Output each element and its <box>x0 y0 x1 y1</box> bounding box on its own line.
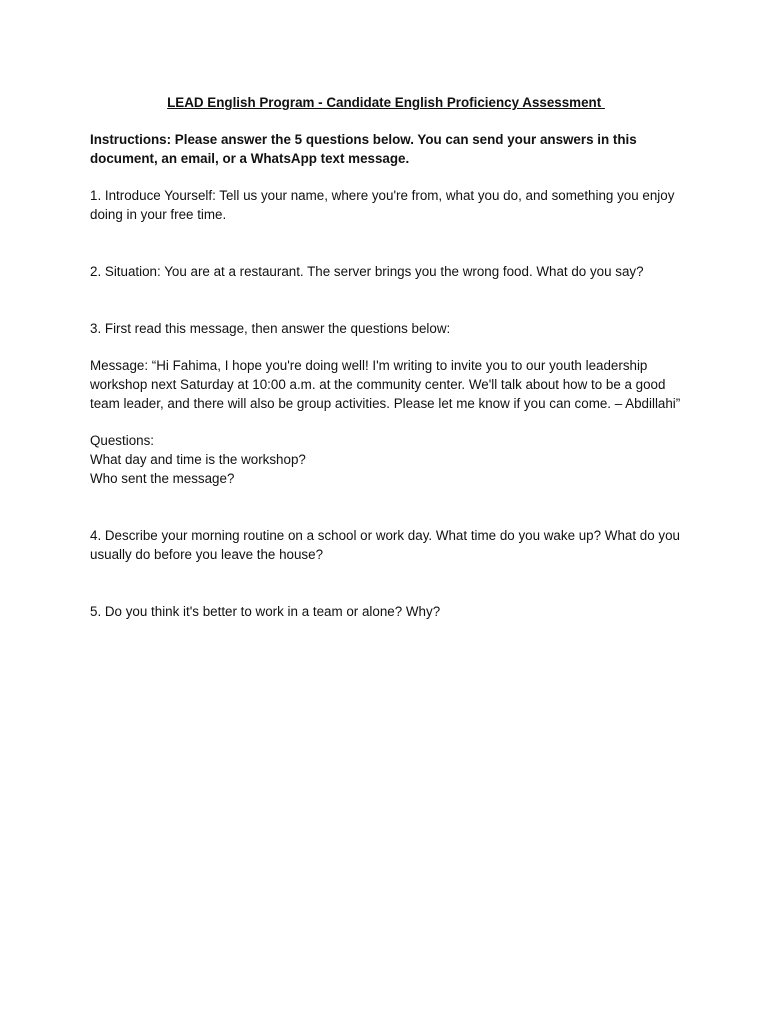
document-body <box>90 93 682 621</box>
question-1: 1. Introduce Yourself: Tell us your name, where you're from, what you do, and something you enjoy doing in your free time. <box>90 188 675 222</box>
question-3-sub-questions <box>90 431 682 488</box>
instructions-text: Instructions: Please answer the 5 questions below. You can send your answers in this document, an email, or a WhatsApp text message. <box>90 132 637 166</box>
invitation-message: Message: “Hi Fahima, I hope you're doing well! I'm writing to invite you to our youth leadership workshop next Saturday at 10:00 a.m. at the community center. We'll talk about how to be a good team leader, and there will also be group activities. Please let me know if you can come. – Abdillahi” <box>90 358 681 411</box>
sub-questions-heading: Questions: <box>90 433 155 448</box>
document-title: LEAD English Program - Candidate English Proficiency Assessment <box>167 95 605 110</box>
sub-question-1: What day and time is the workshop? <box>90 452 306 467</box>
question-4: 4. Describe your morning routine on a school or work day. What time do you wake up? What do you usually do before you leave the house? <box>90 528 680 562</box>
sub-question-2: Who sent the message? <box>90 471 235 486</box>
question-5: 5. Do you think it's better to work in a team or alone? Why? <box>90 604 441 619</box>
question-3: 3. First read this message, then answer the questions below: <box>90 321 451 336</box>
question-2: 2. Situation: You are at a restaurant. The server brings you the wrong food. What do you say? <box>90 264 644 279</box>
